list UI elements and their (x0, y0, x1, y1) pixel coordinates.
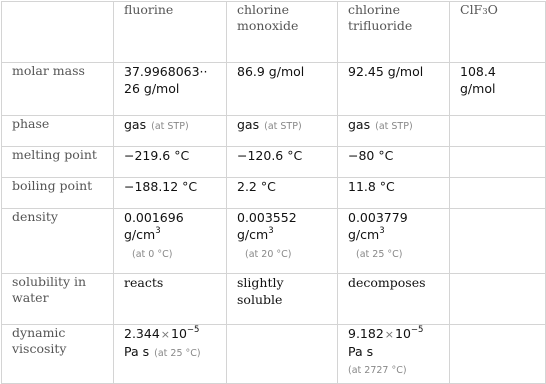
cell-clf3o (450, 178, 546, 209)
condition-note: (at 20 °C) (245, 249, 292, 260)
unit-base: g/cm (237, 227, 269, 242)
header-label-line2: trifluoride (348, 18, 413, 33)
value: 11.8 °C (348, 179, 395, 194)
header-row (2, 2, 546, 63)
cell-fluorine (114, 209, 227, 274)
value (348, 326, 423, 341)
unit: Pa s (124, 344, 150, 359)
value: 92.45 g/mol (348, 64, 424, 79)
value: reacts (124, 275, 164, 290)
cell-chlorine-monoxide (227, 116, 338, 147)
header-chlorine-trifluoride (338, 2, 450, 63)
unit (348, 227, 385, 242)
cell-fluorine (114, 147, 227, 178)
cell-fluorine (114, 274, 227, 325)
value: −219.6 °C (124, 148, 190, 163)
cell-chlorine-trifluoride (338, 147, 450, 178)
header-label-line1: chlorine (348, 2, 400, 17)
formula-prefix: ClF (460, 2, 483, 17)
row-melting-point (2, 147, 546, 178)
row-label-line1: dynamic (12, 325, 66, 340)
header-blank (2, 2, 114, 63)
mantissa: 2.344 (124, 326, 160, 341)
base: 10 (395, 326, 411, 341)
unit (124, 227, 161, 242)
exponent: −5 (410, 325, 424, 335)
cell-chlorine-trifluoride (338, 325, 450, 384)
header-label: fluorine (124, 2, 174, 17)
times-symbol: × (384, 328, 395, 341)
cell-clf3o (450, 147, 546, 178)
header-fluorine (114, 2, 227, 63)
value: 2.2 °C (237, 179, 276, 194)
header-chlorine-monoxide (227, 2, 338, 63)
value: 0.003779 (348, 210, 408, 225)
header-label-line2: monoxide (237, 18, 299, 33)
cell-fluorine (114, 63, 227, 116)
properties-table (1, 1, 546, 384)
value: −188.12 °C (124, 179, 198, 194)
cell-chlorine-monoxide (227, 274, 338, 325)
unit-exponent: 3 (268, 226, 274, 236)
unit-base: g/cm (348, 227, 380, 242)
unit-exponent: 3 (155, 226, 161, 236)
cell-chlorine-trifluoride (338, 116, 450, 147)
header-formula (460, 2, 535, 18)
row-density (2, 209, 546, 274)
row-label: boiling point (2, 178, 114, 209)
row-label-line1: solubility in (12, 274, 87, 289)
value: 0.003552 (237, 210, 297, 225)
value: −80 °C (348, 148, 394, 163)
value: gas (348, 117, 371, 132)
value: −120.6 °C (237, 148, 303, 163)
unit-exponent: 3 (379, 226, 385, 236)
header-clf3o (450, 2, 546, 63)
condition-note: (at 25 °C) (356, 249, 403, 260)
value: 86.9 g/mol (237, 64, 305, 79)
value: decomposes (348, 275, 426, 290)
exponent: −5 (186, 325, 200, 335)
cell-clf3o (450, 63, 546, 116)
cell-chlorine-monoxide (227, 325, 338, 384)
cell-clf3o (450, 274, 546, 325)
cell-clf3o (450, 116, 546, 147)
cell-chlorine-trifluoride (338, 63, 450, 116)
cell-clf3o (450, 209, 546, 274)
cell-chlorine-trifluoride (338, 178, 450, 209)
cell-clf3o (450, 325, 546, 384)
cell-chlorine-monoxide (227, 147, 338, 178)
row-label-line2: viscosity (12, 341, 67, 356)
cell-fluorine (114, 116, 227, 147)
value-line1: slightly (237, 275, 284, 290)
value: gas (124, 117, 147, 132)
cell-fluorine (114, 325, 227, 384)
row-label: phase (2, 116, 114, 147)
value: gas (237, 117, 260, 132)
condition-note: (at STP) (375, 121, 413, 132)
row-solubility (2, 274, 546, 325)
value: 0.001696 (124, 210, 184, 225)
condition-note: (at STP) (151, 121, 189, 132)
condition-note: (at 2727 °C) (348, 365, 407, 376)
cell-chlorine-monoxide (227, 178, 338, 209)
row-boiling-point (2, 178, 546, 209)
cell-chlorine-trifluoride (338, 274, 450, 325)
row-dynamic-viscosity (2, 325, 546, 384)
value (124, 326, 199, 341)
row-phase (2, 116, 546, 147)
condition-note: (at 25 °C) (154, 348, 201, 359)
unit: Pa s (348, 344, 374, 359)
mantissa: 9.182 (348, 326, 384, 341)
condition-note: (at STP) (264, 121, 302, 132)
cell-chlorine-trifluoride (338, 209, 450, 274)
value-line2: 26 g/mol (124, 81, 180, 96)
row-label: melting point (2, 147, 114, 178)
value-line1: 37.9968063·· (124, 64, 208, 79)
row-label: molar mass (2, 63, 114, 116)
row-molar-mass (2, 63, 546, 116)
table-body (2, 63, 546, 384)
table-header (2, 2, 546, 63)
row-label-line2: water (12, 290, 49, 305)
value-line2: soluble (237, 292, 283, 307)
unit (237, 227, 274, 242)
cell-chlorine-monoxide (227, 209, 338, 274)
row-label: density (2, 209, 114, 274)
value: 108.4 g/mol (460, 64, 496, 96)
times-symbol: × (160, 328, 171, 341)
formula-subscript: 3 (482, 7, 488, 17)
unit-base: g/cm (124, 227, 156, 242)
condition-note: (at 0 °C) (132, 249, 173, 260)
formula-suffix: O (487, 2, 498, 17)
base: 10 (171, 326, 187, 341)
row-label (2, 325, 114, 384)
cell-chlorine-monoxide (227, 63, 338, 116)
header-label-line1: chlorine (237, 2, 289, 17)
cell-fluorine (114, 178, 227, 209)
row-label (2, 274, 114, 325)
